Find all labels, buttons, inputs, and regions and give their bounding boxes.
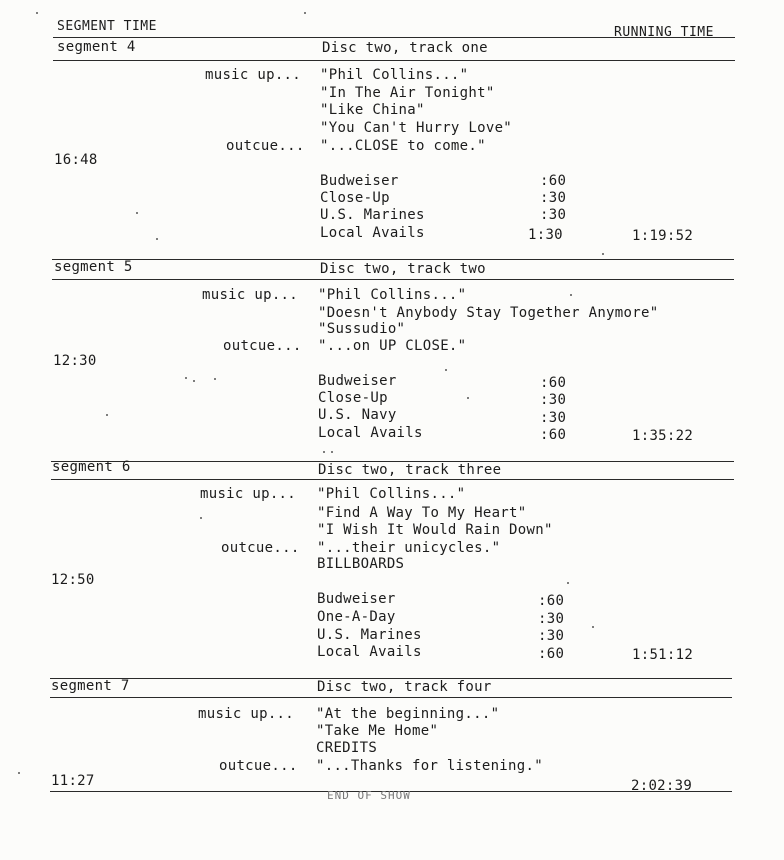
segment-7-music-line: "At the beginning..." — [316, 706, 500, 722]
segment-6-spot-length: :60 — [538, 646, 565, 662]
segment-5-spot-length: :60 — [540, 427, 567, 443]
segment-4-disc: Disc two, track one — [322, 40, 488, 56]
running-time-header: RUNNING TIME — [614, 25, 714, 40]
speck — [592, 626, 594, 628]
segment-6-spot-length: :60 — [538, 593, 565, 609]
segment-7-bottom-rule — [50, 697, 732, 698]
segment-4-music-line: "Like China" — [320, 102, 425, 118]
speck — [467, 397, 469, 399]
segment-4-top-rule — [53, 37, 735, 38]
segment-7-credits: CREDITS — [316, 740, 378, 756]
segment-5-outcue-label: outcue... — [223, 338, 302, 354]
segment-4-spot-length: :30 — [540, 207, 567, 223]
segment-4-spot-length: :60 — [540, 173, 567, 189]
segment-5-disc: Disc two, track two — [320, 261, 486, 277]
segment-4-running-time: 1:19:52 — [632, 228, 694, 244]
speck — [323, 451, 325, 453]
speck — [445, 369, 447, 371]
speck — [570, 294, 572, 296]
segment-4-spot-name: Close-Up — [320, 190, 390, 206]
segment-6-spot-name: One-A-Day — [317, 609, 396, 625]
segment-4-music-line: "In The Air Tonight" — [320, 85, 495, 101]
speck — [200, 517, 202, 519]
segment-5-spot-length: :30 — [540, 392, 567, 408]
segment-4-outcue: "...CLOSE to come." — [320, 138, 486, 154]
segment-6-bottom-rule — [51, 479, 734, 480]
speck — [36, 12, 38, 14]
segment-4-spot-length: :30 — [540, 190, 567, 206]
speck — [214, 378, 216, 380]
segment-4-time: 16:48 — [54, 152, 98, 168]
segment-6-spot-name: Budweiser — [317, 591, 396, 607]
segment-5-bottom-rule — [52, 279, 734, 280]
segment-4-music-line: "You Can't Hurry Love" — [320, 120, 513, 136]
segment-6-spot-length: :30 — [538, 611, 565, 627]
segment-5-time: 12:30 — [53, 353, 97, 369]
segment-6-spot-name: U.S. Marines — [317, 627, 422, 643]
speck — [185, 377, 187, 379]
segment-6-time: 12:50 — [51, 572, 95, 588]
segment-7-outcue-label: outcue... — [219, 758, 298, 774]
segment-6-music-line: "Find A Way To My Heart" — [317, 505, 527, 521]
speck — [156, 238, 158, 240]
segment-5-label: segment 5 — [54, 259, 133, 275]
segment-6-disc: Disc two, track three — [318, 462, 502, 478]
speck — [304, 12, 306, 14]
segment-4-spot-name: Local Avails — [320, 225, 425, 241]
segment-7-label: segment 7 — [51, 678, 130, 694]
segment-5-spot-length: :60 — [540, 375, 567, 391]
segment-6-music-up-label: music up... — [200, 486, 297, 502]
segment-6-running-time: 1:51:12 — [632, 647, 694, 663]
segment-6-spot-length: :30 — [538, 628, 565, 644]
segment-6-billboards-note: BILLBOARDS — [317, 556, 405, 572]
segment-5-spot-name: Close-Up — [318, 390, 388, 406]
segment-4-label: segment 4 — [57, 39, 136, 55]
segment-4-outcue-label: outcue... — [226, 138, 305, 154]
speck — [136, 212, 138, 214]
segment-5-running-time: 1:35:22 — [632, 428, 694, 444]
segment-5-spot-name: U.S. Navy — [318, 407, 397, 423]
segment-7-running-time: 2:02:39 — [631, 778, 693, 794]
speck — [331, 451, 333, 453]
segment-6-spot-name: Local Avails — [317, 644, 422, 660]
segment-6-music-line: "I Wish It Would Rain Down" — [317, 522, 553, 538]
segment-7-music-up-label: music up... — [198, 706, 295, 722]
segment-time-header: SEGMENT TIME — [57, 19, 157, 34]
segment-5-music-line: "Doesn't Anybody Stay Together Anymore" — [318, 305, 659, 321]
segment-5-outcue: "...on UP CLOSE." — [318, 338, 467, 354]
speck — [193, 380, 195, 382]
segment-4-bottom-rule — [53, 60, 735, 61]
segment-5-music-up-label: music up... — [202, 287, 299, 303]
segment-4-spot-name: Budweiser — [320, 173, 399, 189]
segment-4-music-line: "Phil Collins..." — [320, 67, 469, 83]
segment-6-outcue: "...their unicycles." — [317, 540, 501, 556]
speck — [602, 253, 604, 255]
segment-6-music-line: "Phil Collins..." — [317, 486, 466, 502]
segment-4-spot-length: 1:30 — [528, 227, 563, 243]
segment-5-spot-length: :30 — [540, 410, 567, 426]
speck — [18, 772, 20, 774]
segment-7-time: 11:27 — [51, 773, 95, 789]
speck — [567, 582, 569, 584]
segment-5-music-line: "Sussudio" — [318, 321, 406, 337]
end-of-show-footer: END OF SHOW — [327, 789, 411, 802]
segment-5-music-line: "Phil Collins..." — [318, 287, 467, 303]
segment-7-music-line: "Take Me Home" — [316, 723, 439, 739]
segment-6-label: segment 6 — [52, 459, 131, 475]
segment-7-outcue: "...Thanks for listening." — [316, 758, 543, 774]
segment-4-spot-name: U.S. Marines — [320, 207, 425, 223]
speck — [106, 414, 108, 416]
segment-5-spot-name: Budweiser — [318, 373, 397, 389]
segment-7-disc: Disc two, track four — [317, 679, 492, 695]
segment-5-spot-name: Local Avails — [318, 425, 423, 441]
segment-4-music-up-label: music up... — [205, 67, 302, 83]
segment-6-outcue-label: outcue... — [221, 540, 300, 556]
